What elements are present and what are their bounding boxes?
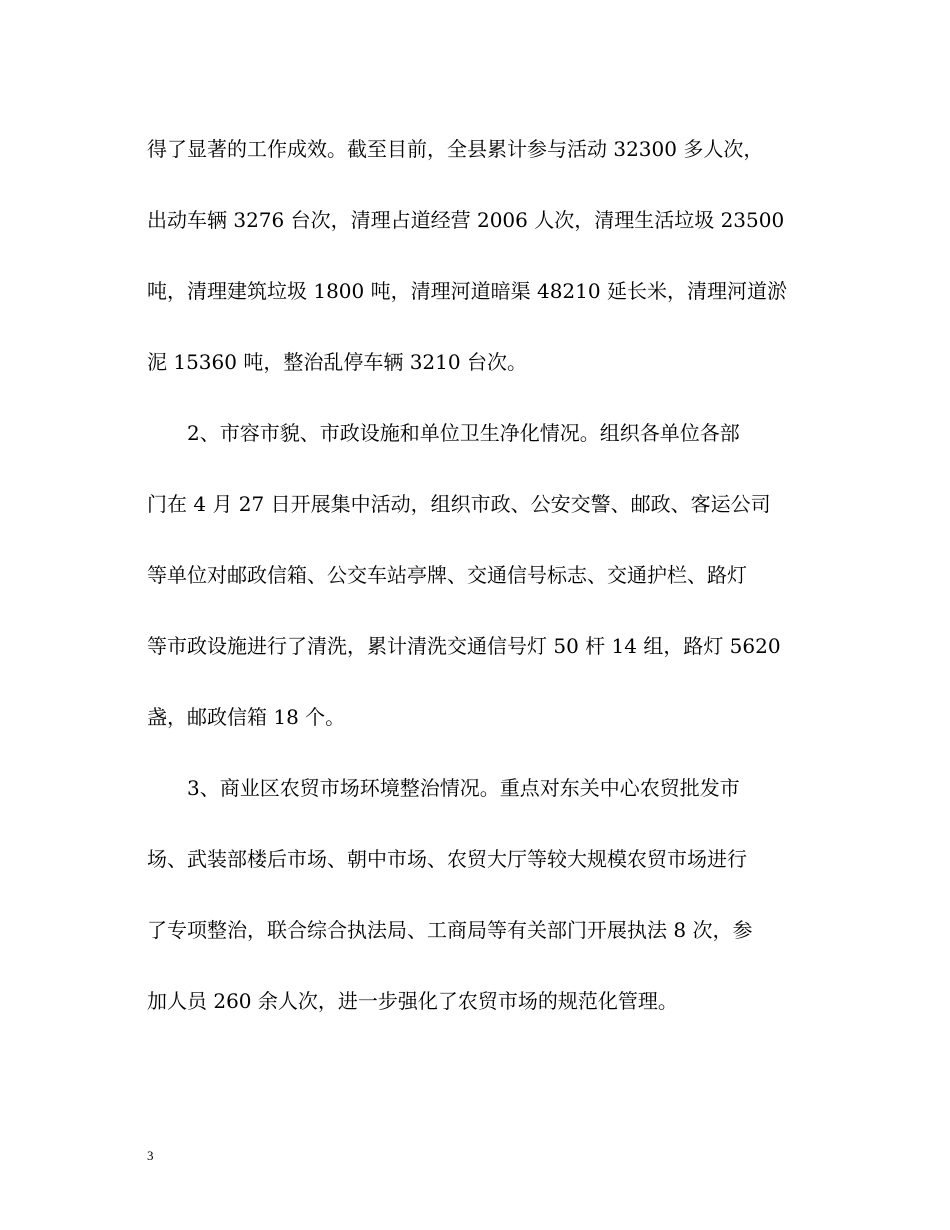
text-line: 吨，清理建筑垃圾 1800 吨，清理河道暗渠 48210 延长米，清理河道淤 (147, 279, 787, 303)
text-line: 得了显著的工作成效。截至目前，全县累计参与活动 32300 多人次， (147, 137, 764, 161)
text-line: 加人员 260 余人次，进一步强化了农贸市场的规范化管理。 (147, 989, 678, 1013)
text-line: 等单位对邮政信箱、公交车站亭牌、交通信号标志、交通护栏、路灯 (147, 563, 747, 587)
text-line: 门在 4 月 27 日开展集中活动，组织市政、公安交警、邮政、客运公司 (147, 492, 771, 516)
text-line: 出动车辆 3276 台次，清理占道经营 2006 人次，清理生活垃圾 23500 (147, 208, 785, 232)
text-line: 了专项整治，联合综合执法局、工商局等有关部门开展执法 8 次，参 (147, 918, 753, 942)
text-line: 场、武装部楼后市场、朝中市场、农贸大厅等较大规模农贸市场进行 (147, 847, 747, 871)
paragraph-start-line: 2、市容市貌、市政设施和单位卫生净化情况。组织各单位各部 (187, 421, 740, 445)
text-line: 泥 15360 吨，整治乱停车辆 3210 台次。 (147, 350, 527, 374)
text-line: 盏，邮政信箱 18 个。 (147, 705, 346, 729)
page-number: 3 (147, 1148, 154, 1163)
text-line: 等市政设施进行了清洗，累计清洗交通信号灯 50 杆 14 组，路灯 5620 (147, 634, 781, 658)
paragraph-start-line: 3、商业区农贸市场环境整治情况。重点对东关中心农贸批发市 (187, 776, 740, 800)
